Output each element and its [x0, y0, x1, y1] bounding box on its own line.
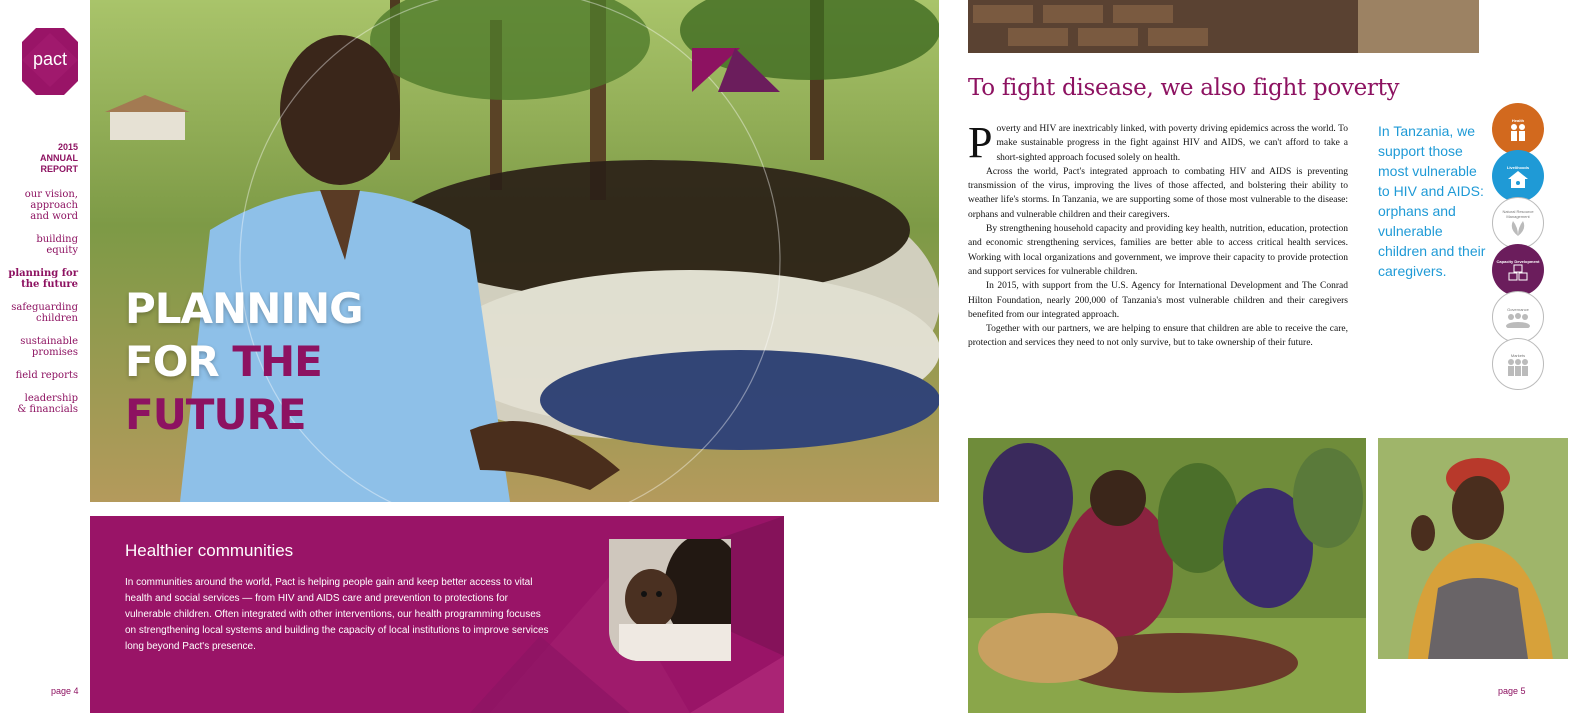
- theme-markets[interactable]: Markets: [1492, 338, 1544, 390]
- article-title: To fight disease, we also fight poverty: [968, 75, 1400, 101]
- leaf-icon: [1507, 219, 1529, 237]
- box-text: In communities around the world, Pact is helping people gain and keep better access to vital health and social services — from HIV and AIDS care and prevention to protections for vulnerable children. Often integrated with other interventions, our health programming focuses on strengthening local systems and building the capacity of local institutions to improve services long beyond Pact's presence.: [125, 577, 549, 652]
- woman-portrait-photo: [1378, 438, 1568, 659]
- article-body: Poverty and HIV are inextricably linked, with poverty driving epidemics across the world. To make sustainable progress in the fight against HIV and AIDS, we can't afford to take a short-sighted approach focused solely on health. Across the world, Pact's integrated approach to combating HIV and AIDS is preventing transmission of the virus, improving the lives of those affected, and bolstering their ability to weather life's storms. In Tanzania, we are supporting some of those most vulnerable to the disease: orphans and vulnerable children and their caregivers. By strengthening household capacity and providing key health, nutrition, education, protection and economic strengthening services, families are better able to access critical health services. Working with local organizations and government, we improve their capacity to provide protection and support services for vulnerable children. In 2015, with support from the U.S. Agency for International Development and The Conrad Hilton Foundation, nearly 200,000 of Tanzania's most vulnerable children and their caregivers benefited from our integrated approach. Together with our partners, we are helping to ensure that children are able to receive the care, protection and services they need to not only survive, but to take ownership of their future.: [968, 118, 1348, 349]
- page-number-right: page 5: [1498, 686, 1526, 696]
- brick-wall-photo: [968, 0, 1479, 53]
- box-title: Healthier communities: [125, 541, 294, 560]
- healthier-communities-box: [90, 516, 784, 713]
- people-icon: [1507, 123, 1529, 141]
- section-nav: [4, 189, 78, 427]
- mother-child-photo: [609, 539, 731, 661]
- hero-title: PLANNING FOR THE FUTURE: [125, 284, 363, 439]
- group-icon: [1505, 312, 1531, 328]
- theme-icons: [1492, 103, 1546, 385]
- nav-item-planning-future[interactable]: planning for the future: [8, 268, 78, 290]
- drop-cap: P: [968, 118, 993, 167]
- nav-item-leadership[interactable]: leadership & financials: [17, 393, 78, 415]
- nav-item-sustainable[interactable]: sustainable promises: [20, 336, 78, 358]
- nav-item-building-equity[interactable]: building equity: [36, 234, 78, 256]
- cubes-icon: [1507, 264, 1529, 282]
- house-icon: [1507, 170, 1529, 188]
- nav-item-safeguarding[interactable]: safeguarding children: [11, 302, 78, 324]
- figures-icon: [1506, 358, 1530, 376]
- women-group-photo: [968, 438, 1366, 713]
- nav-item-vision[interactable]: our vision, approach and word: [24, 189, 78, 222]
- hero-photo: [90, 0, 939, 502]
- logo-text: pact: [32, 49, 68, 69]
- theme-governance[interactable]: Governance: [1492, 291, 1544, 343]
- theme-capacity-development[interactable]: Capacity Development: [1492, 244, 1544, 296]
- page-number-left: page 4: [51, 686, 79, 696]
- pact-logo[interactable]: [22, 25, 78, 95]
- theme-health[interactable]: Health: [1492, 103, 1544, 155]
- theme-livelihoods[interactable]: Livelihoods: [1492, 150, 1544, 202]
- pull-quote: In Tanzania, we support those most vulnerable to HIV and AIDS: orphans and vulnerable children and their caregivers.: [1378, 123, 1486, 279]
- theme-natural-resource-management[interactable]: Natural Resource Management: [1492, 197, 1544, 249]
- nav-item-field-reports[interactable]: field reports: [15, 370, 78, 381]
- report-year-label: 2015 ANNUAL REPORT: [40, 142, 78, 174]
